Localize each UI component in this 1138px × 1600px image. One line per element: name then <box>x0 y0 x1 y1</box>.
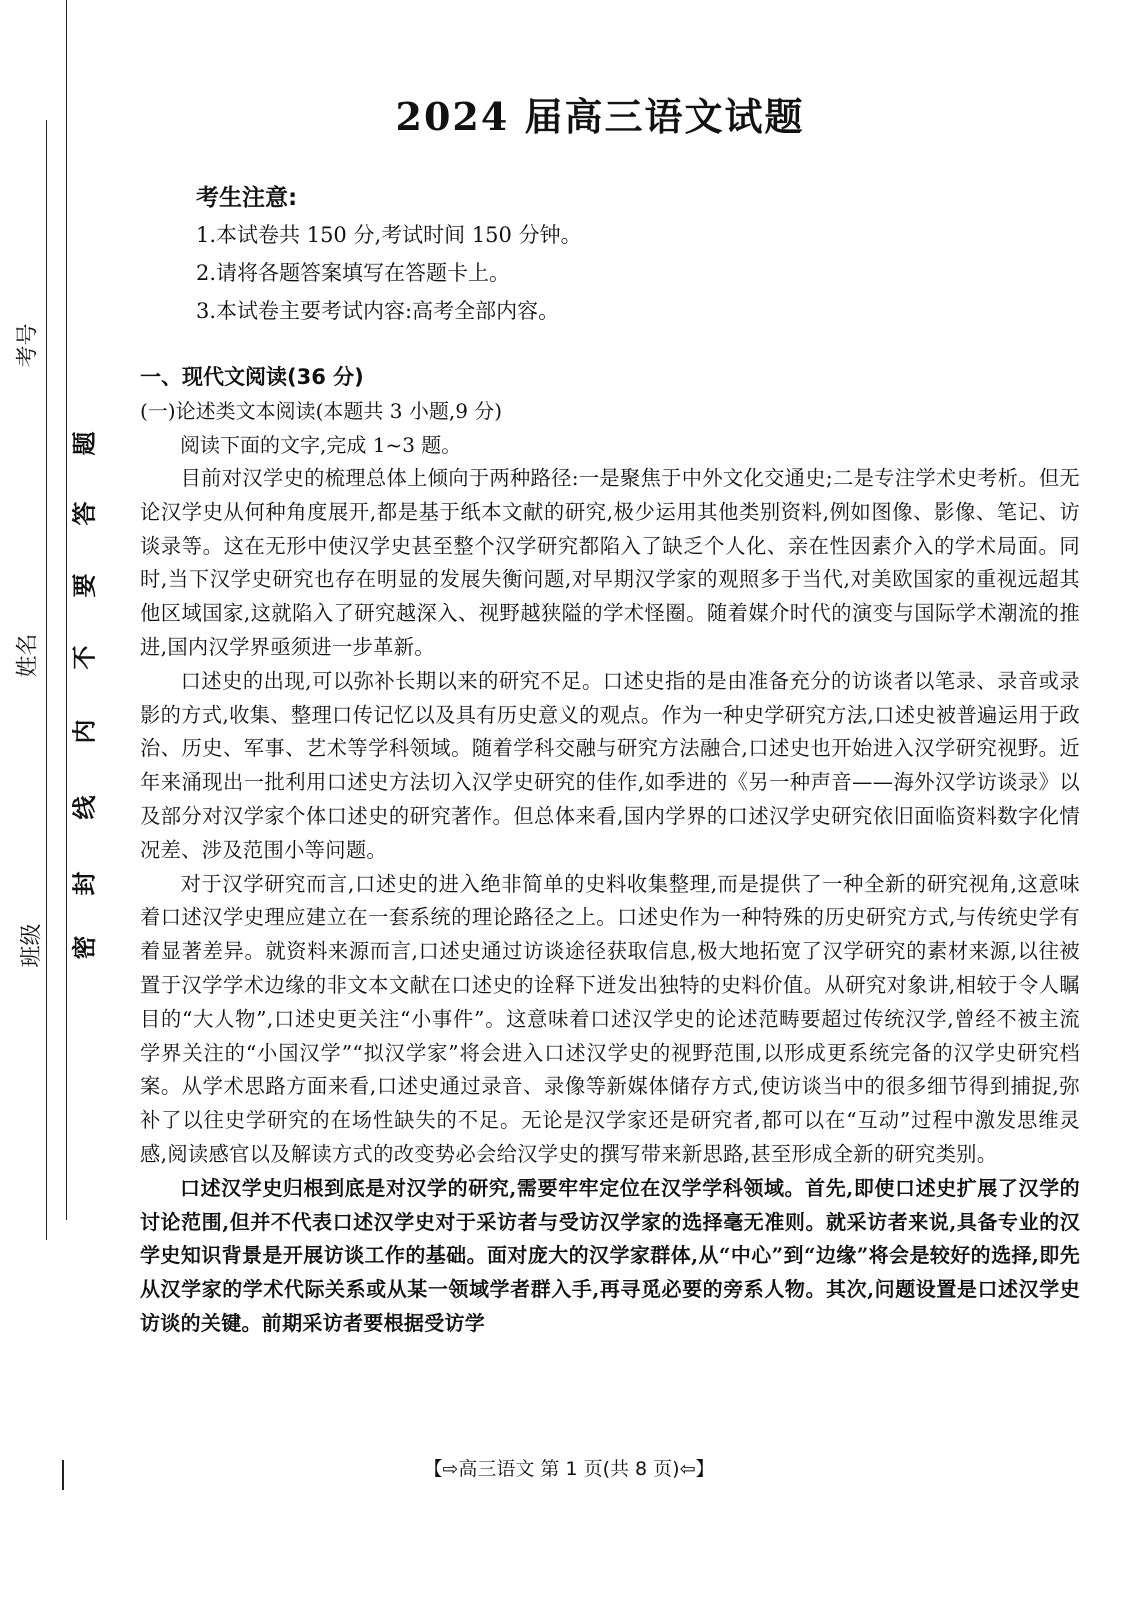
seal-char: 封 <box>70 871 99 896</box>
name-label: 姓名 <box>15 633 41 678</box>
page-title: 2024 届高三语文试题 <box>395 94 805 139</box>
article-paragraph: 目前对汉学史的梳理总体上倾向于两种路径:一是聚焦于中外文化交通史;二是专注学术史考析。但无论汉学史从何种角度展开,都是基于纸本文献的研究,极少运用其他类别资料,例如图像、影像、笔记、访谈录等。这在无形中使汉学史甚至整个汉学研究都陷入了缺乏个人化、亲在性因素介入的学术局面。同时,当下汉学史研究也存在明显的发展失衡问题,对早期汉学家的观照多于当代,对美欧国家的重视远超其他区域国家,这就陷入了研究越深入、视野越狭隘的学术怪圈。随着媒介时代的演变与国际学术潮流的推进,国内汉学界亟须进一步革新。 <box>140 466 1080 659</box>
notice-item: 3.本试卷主要考试内容:高考全部内容。 <box>196 299 560 323</box>
seal-char: 密 <box>70 935 99 960</box>
binding-line-inner <box>46 120 47 1240</box>
seal-char: 题 <box>70 431 99 456</box>
class-label: 班级 <box>19 923 45 968</box>
seal-char: 答 <box>70 501 99 526</box>
page-footer: 【⇨高三语文 第 1 页(共 8 页)⇦】 <box>423 1458 715 1480</box>
binding-margin <box>0 0 120 1600</box>
seal-char: 不 <box>70 645 99 670</box>
notice-heading: 考生注意: <box>196 185 298 211</box>
seal-char: 线 <box>70 795 99 820</box>
notice-item: 1.本试卷共 150 分,考试时间 150 分钟。 <box>196 223 582 247</box>
exam-number-label: 考号 <box>15 323 41 368</box>
seal-line-notice <box>62 431 102 970</box>
seal-char: 要 <box>70 573 99 598</box>
sub-section-heading: (一)论述类文本阅读(本题共 3 小题,9 分) <box>140 399 503 423</box>
article-paragraph: 对于汉学研究而言,口述史的进入绝非简单的史料收集整理,而是提供了一种全新的研究视角,这意味着口述汉学史理应建立在一套系统的理论路径之上。口述史作为一种特殊的历史研究方式,与传统史学有着显著差异。就资料来源而言,口述史通过访谈途径获取信息,极大地拓宽了汉学研究的素材来源,以往被置于汉学学术边缘的非文本文献在口述史的诠释下迸发出独特的史料价值。从研究对象讲,相较于令人瞩目的“大人物”,口述史更关注“小事件”。这意味着口述汉学史的论述范畴要超过传统汉学,曾经不被主流学界关注的“小国汉学”“拟汉学家”将会进入口述汉学史的视野范围,以形成更系统完备的汉学史研究档案。从学术思路方面来看,口述史通过录音、录像等新媒体储存方式,使访谈当中的很多细节得到捕捉,弥补了以往史学研究的在场性缺失的不足。无论是汉学家还是研究者,都可以在“互动”过程中激发思维灵感,阅读感官以及解读方式的改变势必会给汉学史的撰写带来新思路,甚至形成全新的研究类别。 <box>140 871 1080 1166</box>
seal-char: 内 <box>70 719 99 744</box>
exam-content <box>140 180 1080 1341</box>
article-paragraph: 口述汉学史归根到底是对汉学的研究,需要牢牢定位在汉学学科领域。首先,即使口述史扩展了汉学的讨论范围,但并不代表口述汉学史对于采访者与受访汉学家的选择毫无准则。就采访者来说,具备专业的汉学史知识背景是开展访谈工作的基础。面对庞大的汉学家群体,从“中心”到“边缘”将会是较好的选择,即先从汉学家的学术代际关系或从某一领域学者群入手,再寻觅必要的旁系人物。其次,问题设置是口述汉学史访谈的关键。前期采访者要根据受访学 <box>140 1175 1080 1335</box>
notice-item: 2.请将各题答案填写在答题卡上。 <box>196 261 511 285</box>
section-heading: 一、现代文阅读(36 分) <box>140 365 364 389</box>
article-paragraph: 口述史的出现,可以弥补长期以来的研究不足。口述史指的是由准备充分的访谈者以笔录、录音或录影的方式,收集、整理口传记忆以及具有历史意义的观点。作为一种史学研究方法,口述史被普遍运用于政治、历史、军事、艺术等学科领域。随着学科交融与研究方法融合,口述史也开始进入汉学研究视野。近年来涌现出一批利用口述史方法切入汉学史研究的佳作,如季进的《另一种声音——海外汉学访谈录》以及部分对汉学家个体口述史的研究著作。但总体来看,国内学界的口述汉学史研究依旧面临资料数字化情况差、涉及范围小等问题。 <box>140 668 1080 862</box>
reading-instruction: 阅读下面的文字,完成 1~3 题。 <box>180 433 462 457</box>
notice-list <box>196 216 1080 330</box>
